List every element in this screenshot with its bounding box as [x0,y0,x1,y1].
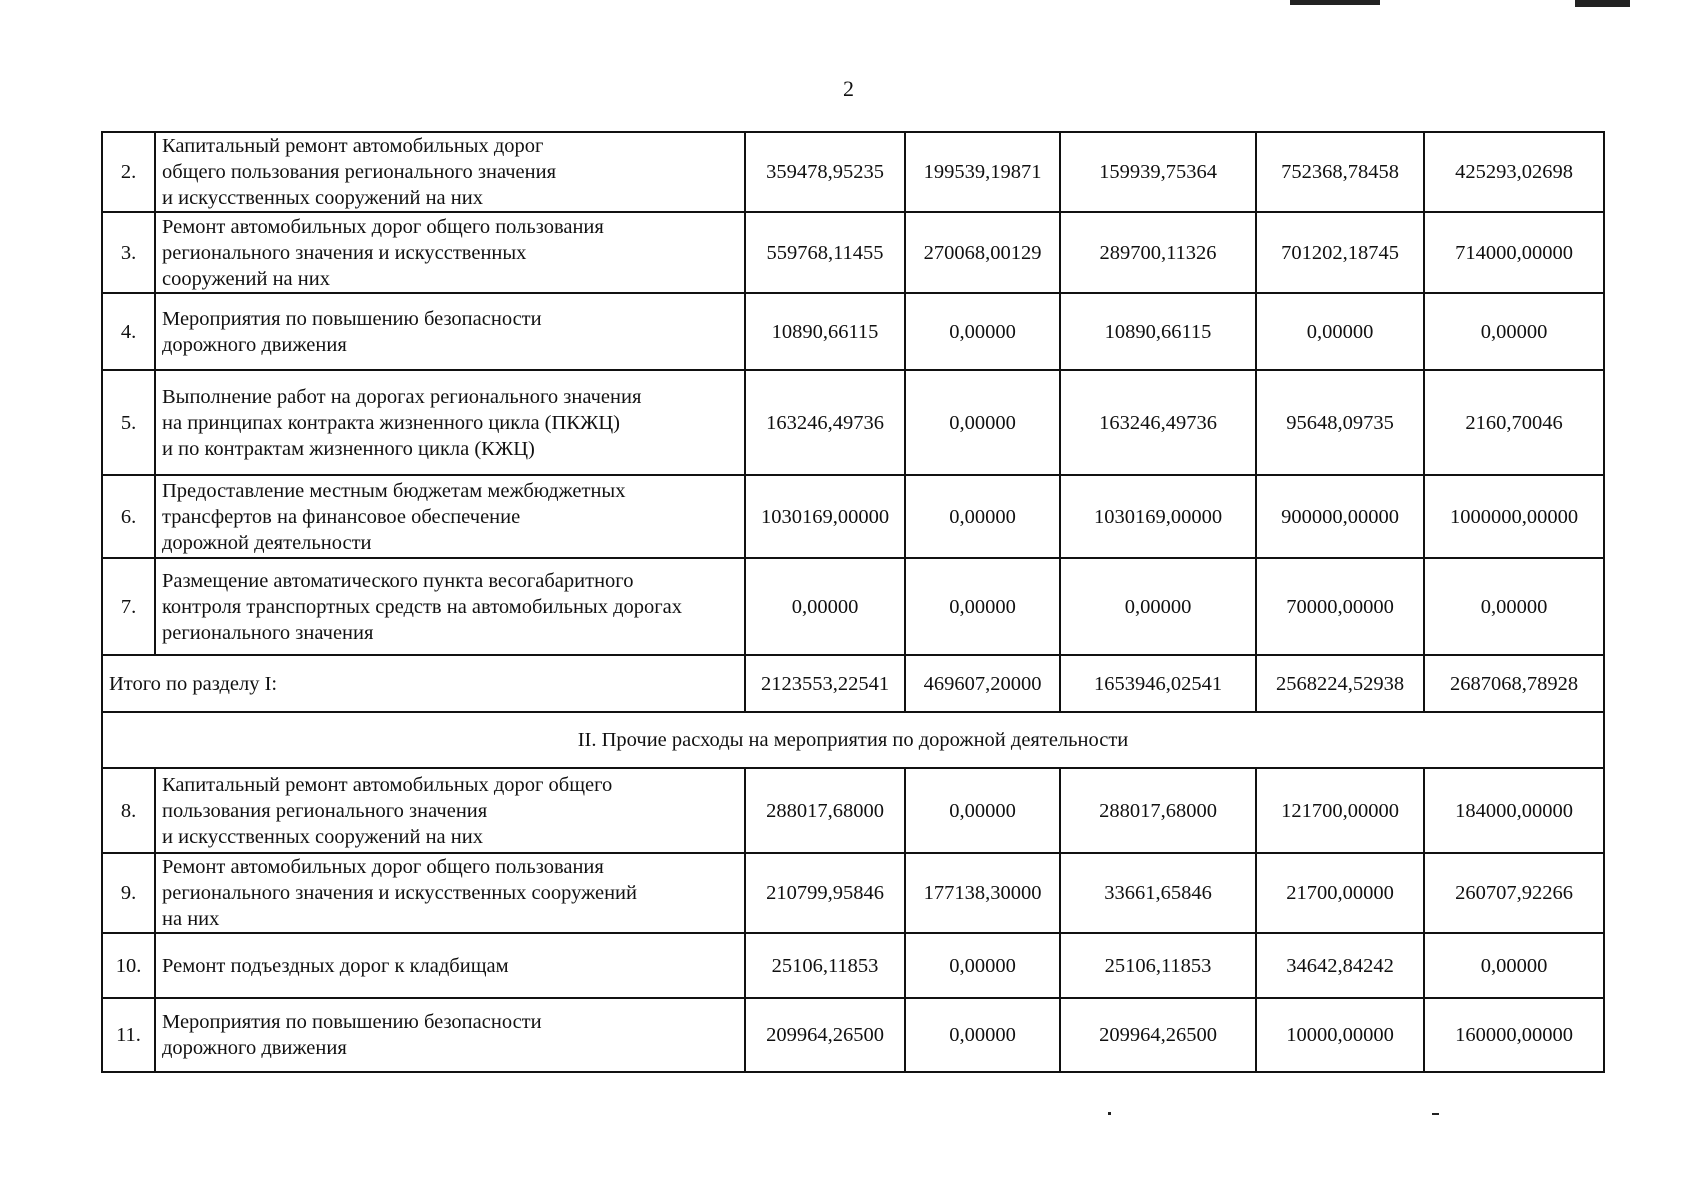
table-row [102,558,1604,655]
amount-cell: 0,00000 [1060,558,1256,655]
amount-cell: 0,00000 [1424,293,1604,370]
amount-cell: 25106,11853 [745,933,905,998]
amount-cell: 121700,00000 [1256,768,1424,853]
amount-cell: 209964,26500 [1060,998,1256,1072]
scan-artifact [1432,1113,1439,1115]
amount-cell: 163246,49736 [1060,370,1256,475]
item-name-line: дорожной деятельности [162,531,372,554]
total-value: 2123553,22541 [745,655,905,712]
amount-cell: 559768,11455 [745,212,905,293]
amount-cell: 209964,26500 [745,998,905,1072]
amount-cell: 10890,66115 [1060,293,1256,370]
item-name-line: Выполнение работ на дорогах регионального значения [162,385,642,408]
amount-cell: 25106,11853 [1060,933,1256,998]
item-name-line: сооружений на них [162,267,330,290]
item-name [155,768,745,853]
item-name [155,132,745,212]
row-number: 4. [102,293,155,370]
total-value: 1653946,02541 [1060,655,1256,712]
total-value: 469607,20000 [905,655,1060,712]
item-name [155,293,745,370]
scan-artifact [1575,0,1630,7]
section-title: II. Прочие расходы на мероприятия по дорожной деятельности [102,712,1604,768]
total-value: 2687068,78928 [1424,655,1604,712]
item-name [155,212,745,293]
item-name-line: на принципах контракта жизненного цикла (ПКЖЦ) [162,411,620,434]
row-number: 11. [102,998,155,1072]
amount-cell: 714000,00000 [1424,212,1604,293]
amount-cell: 900000,00000 [1256,475,1424,558]
amount-cell: 10000,00000 [1256,998,1424,1072]
amount-cell: 159939,75364 [1060,132,1256,212]
total-value: 2568224,52938 [1256,655,1424,712]
amount-cell: 0,00000 [905,475,1060,558]
scan-artifact [1108,1112,1111,1115]
item-name [155,558,745,655]
item-name [155,933,745,998]
table-row [102,212,1604,293]
amount-cell: 0,00000 [905,933,1060,998]
item-name [155,475,745,558]
amount-cell: 425293,02698 [1424,132,1604,212]
table-row [102,853,1604,933]
amount-cell: 1030169,00000 [745,475,905,558]
amount-cell: 701202,18745 [1256,212,1424,293]
amount-cell: 288017,68000 [1060,768,1256,853]
amount-cell: 288017,68000 [745,768,905,853]
scan-artifact [1290,0,1380,5]
amount-cell: 10890,66115 [745,293,905,370]
amount-cell: 210799,95846 [745,853,905,933]
item-name-line: Ремонт подъездных дорог к кладбищам [162,954,509,977]
amount-cell: 0,00000 [905,370,1060,475]
amount-cell: 359478,95235 [745,132,905,212]
item-name-line: Мероприятия по повышению безопасности [162,1011,542,1033]
item-name-line: Мероприятия по повышению безопасности [162,307,542,330]
amount-cell: 33661,65846 [1060,853,1256,933]
row-number: 5. [102,370,155,475]
amount-cell: 2160,70046 [1424,370,1604,475]
table-row [102,132,1604,212]
amount-cell: 95648,09735 [1256,370,1424,475]
item-name-line: общего пользования регионального значения [162,161,557,183]
amount-cell: 199539,19871 [905,132,1060,212]
amount-cell: 0,00000 [905,558,1060,655]
total-row [102,655,1604,712]
row-number: 6. [102,475,155,558]
amount-cell: 0,00000 [905,293,1060,370]
amount-cell: 21700,00000 [1256,853,1424,933]
item-name [155,998,745,1072]
item-name [155,853,745,933]
table-row [102,370,1604,475]
row-number: 2. [102,132,155,212]
row-number: 10. [102,933,155,998]
amount-cell: 34642,84242 [1256,933,1424,998]
table-row [102,293,1604,370]
budget-table [101,131,1605,1073]
amount-cell: 1030169,00000 [1060,475,1256,558]
item-name-line: Ремонт автомобильных дорог общего пользования [162,215,604,238]
item-name-line: пользования регионального значения [162,799,488,822]
item-name-line: регионального значения и искусственных сооружений [162,882,638,904]
table-row [102,768,1604,853]
item-name-line: Ремонт автомобильных дорог общего пользования [162,856,604,878]
item-name-line: Капитальный ремонт автомобильных дорог [162,135,544,157]
item-name [155,370,745,475]
amount-cell: 0,00000 [905,998,1060,1072]
row-number: 3. [102,212,155,293]
item-name-line: дорожного движения [162,333,347,356]
amount-cell: 0,00000 [905,768,1060,853]
row-number: 9. [102,853,155,933]
amount-cell: 260707,92266 [1424,853,1604,933]
amount-cell: 1000000,00000 [1424,475,1604,558]
amount-cell: 160000,00000 [1424,998,1604,1072]
amount-cell: 70000,00000 [1256,558,1424,655]
item-name-line: регионального значения [162,621,374,644]
item-name-line: дорожного движения [162,1037,347,1059]
item-name-line: Размещение автоматического пункта весогабаритного [162,569,634,592]
item-name-line: Капитальный ремонт автомобильных дорог общего [162,773,613,796]
total-label: Итого по разделу I: [102,655,745,712]
amount-cell: 177138,30000 [905,853,1060,933]
page-number: 2 [843,76,854,101]
item-name-line: и искусственных сооружений на них [162,187,483,209]
item-name-line: на них [162,908,220,930]
amount-cell: 0,00000 [1424,558,1604,655]
item-name-line: и искусственных сооружений на них [162,825,483,848]
item-name-line: трансфертов на финансовое обеспечение [162,505,521,528]
row-number: 8. [102,768,155,853]
item-name-line: регионального значения и искусственных [162,241,527,264]
amount-cell: 0,00000 [1256,293,1424,370]
section-header-row [102,712,1604,768]
table-row [102,998,1604,1072]
amount-cell: 289700,11326 [1060,212,1256,293]
amount-cell: 0,00000 [745,558,905,655]
item-name-line: контроля транспортных средств на автомобильных дорогах [162,595,683,618]
amount-cell: 0,00000 [1424,933,1604,998]
amount-cell: 184000,00000 [1424,768,1604,853]
item-name-line: Предоставление местным бюджетам межбюджетных [162,479,626,502]
amount-cell: 270068,00129 [905,212,1060,293]
item-name-line: и по контрактам жизненного цикла (КЖЦ) [162,437,535,460]
amount-cell: 752368,78458 [1256,132,1424,212]
amount-cell: 163246,49736 [745,370,905,475]
row-number: 7. [102,558,155,655]
table-row [102,475,1604,558]
table-row [102,933,1604,998]
